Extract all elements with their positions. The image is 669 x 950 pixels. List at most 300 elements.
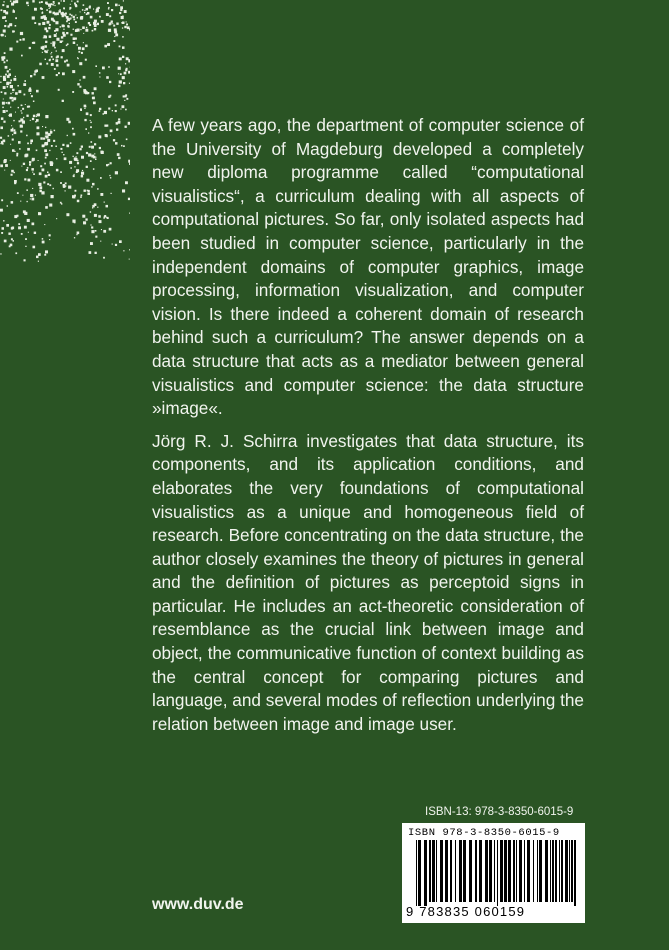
halftone-dot [46, 9, 48, 11]
halftone-dot [21, 112, 22, 113]
halftone-dot [122, 27, 123, 28]
halftone-dot [5, 12, 8, 15]
halftone-dot [22, 108, 24, 110]
halftone-dot [74, 195, 76, 197]
halftone-dot [82, 170, 83, 171]
halftone-dot [123, 145, 125, 147]
halftone-dot [84, 12, 85, 13]
halftone-dot [120, 6, 123, 9]
halftone-dot [127, 26, 130, 29]
halftone-dot [99, 110, 101, 112]
halftone-dot [109, 29, 111, 31]
halftone-dot [73, 19, 75, 21]
halftone-dot [77, 162, 79, 164]
halftone-dot [36, 90, 39, 93]
halftone-dot [129, 212, 130, 214]
halftone-dot [69, 9, 70, 10]
halftone-dot [15, 252, 17, 254]
cover-photo [0, 0, 130, 262]
halftone-dot [3, 78, 6, 81]
halftone-dot [20, 125, 23, 128]
halftone-dot [99, 16, 101, 18]
halftone-dot [44, 45, 47, 48]
halftone-dot [29, 47, 31, 49]
halftone-dot [95, 157, 96, 158]
halftone-dot [2, 107, 4, 109]
halftone-dot [9, 25, 10, 26]
halftone-dot [53, 188, 54, 189]
halftone-dot [119, 80, 122, 83]
halftone-dot [56, 218, 57, 219]
halftone-dot [36, 116, 37, 117]
halftone-dot [55, 28, 58, 31]
halftone-dot [122, 76, 125, 79]
halftone-dot [63, 0, 65, 2]
paragraph-1: A few years ago, the department of computer science of the University of Magdeburg developed a completely new diploma programme called “computational visualistics“, a curriculum dealing with all aspects of computational pictures. So far, only isolated aspects had been studied in computer science, particularly in the independent domains of computer graphics, image processing, information visualization, and computer vision. Is there indeed a coherent domain of research behind such a curriculum? The answer depends on a data structure that acts as a mediator between general visualistics and computer science: the data structure »image«. [152, 115, 584, 419]
halftone-dot [86, 27, 87, 28]
halftone-dot [83, 221, 86, 224]
halftone-dot [30, 93, 31, 94]
halftone-dot [13, 31, 15, 33]
halftone-dot [67, 64, 70, 67]
halftone-dot [3, 1, 4, 2]
halftone-dot [125, 69, 127, 71]
halftone-dot [70, 167, 72, 169]
halftone-dot [88, 190, 90, 192]
halftone-dot [18, 226, 21, 229]
halftone-dot [21, 55, 23, 57]
halftone-dot [76, 169, 79, 172]
halftone-dot [70, 142, 72, 144]
halftone-dot [33, 42, 35, 44]
halftone-dot [25, 154, 28, 157]
halftone-dot [26, 169, 28, 171]
halftone-dot [14, 129, 16, 131]
halftone-dot [51, 63, 54, 66]
halftone-dot [75, 5, 77, 7]
halftone-dot [88, 22, 90, 24]
halftone-dot [129, 163, 130, 165]
halftone-dot [116, 129, 118, 131]
halftone-dot [126, 139, 128, 141]
halftone-dot [109, 81, 111, 83]
halftone-dot [92, 30, 94, 32]
halftone-dot [44, 254, 46, 256]
halftone-dot [126, 98, 128, 100]
halftone-dot [100, 241, 101, 242]
halftone-dot [119, 240, 122, 243]
halftone-dot [27, 219, 30, 222]
halftone-dot [77, 232, 80, 235]
barcode-bar [469, 840, 472, 902]
halftone-dot [3, 140, 6, 143]
halftone-dot [1, 142, 2, 143]
halftone-dot [125, 63, 126, 64]
halftone-dot [8, 135, 10, 137]
halftone-dot [64, 157, 67, 160]
halftone-dot [12, 227, 15, 230]
halftone-dot [114, 36, 115, 37]
halftone-dot [38, 183, 41, 186]
halftone-dot [123, 95, 125, 97]
halftone-dot [122, 105, 125, 108]
halftone-dot [45, 18, 46, 19]
halftone-dot [92, 92, 94, 94]
halftone-dot [40, 165, 42, 167]
halftone-dot [83, 4, 85, 6]
halftone-dot [54, 47, 56, 49]
halftone-dot [21, 110, 22, 111]
halftone-dot [66, 16, 69, 19]
halftone-dot [38, 253, 41, 256]
halftone-dot [63, 25, 65, 27]
halftone-dot [8, 73, 11, 76]
halftone-dot [74, 166, 75, 167]
halftone-dot [49, 150, 50, 151]
halftone-dot [18, 107, 19, 108]
halftone-dot [33, 101, 35, 103]
halftone-dot [10, 85, 13, 88]
halftone-dot [104, 216, 106, 218]
halftone-dot [69, 23, 70, 24]
halftone-dot [0, 82, 1, 83]
halftone-dot [80, 11, 81, 12]
halftone-dot [76, 156, 77, 157]
halftone-dot [123, 0, 124, 1]
halftone-dot [83, 76, 86, 79]
halftone-dot [16, 153, 18, 155]
halftone-dot [41, 191, 44, 194]
halftone-dot [18, 223, 20, 225]
barcode-bar [571, 840, 573, 902]
halftone-dot [99, 220, 102, 223]
halftone-dot [24, 178, 26, 180]
halftone-dot [25, 238, 27, 240]
halftone-dot [42, 169, 45, 172]
halftone-dot [87, 92, 89, 94]
halftone-dot [45, 175, 48, 178]
halftone-dot [60, 13, 62, 15]
halftone-dot [24, 212, 27, 215]
halftone-dot [91, 230, 94, 233]
halftone-dot [115, 34, 118, 37]
barcode-bar [561, 840, 563, 902]
halftone-dot [113, 40, 115, 42]
halftone-dot [43, 37, 44, 38]
halftone-dot [47, 172, 49, 174]
halftone-dot [77, 29, 80, 32]
barcode-bar [416, 840, 417, 906]
halftone-dot [49, 239, 50, 240]
halftone-dot [45, 157, 47, 159]
halftone-dot [80, 196, 82, 198]
halftone-dot [17, 85, 19, 87]
halftone-dot [89, 251, 92, 254]
barcode-bar [559, 840, 560, 902]
halftone-dot [95, 252, 97, 254]
halftone-dot [60, 171, 62, 173]
halftone-dot [12, 139, 14, 141]
halftone-dot [118, 118, 120, 120]
barcode-bar [432, 840, 435, 902]
halftone-dot [42, 47, 45, 50]
halftone-dot [49, 204, 52, 207]
halftone-dot [60, 182, 62, 184]
halftone-dot [81, 156, 84, 159]
halftone-dot [15, 76, 16, 77]
halftone-dot [8, 233, 10, 235]
halftone-dot [20, 39, 22, 41]
halftone-dot [49, 35, 52, 38]
halftone-dot [67, 135, 68, 136]
halftone-dot [9, 82, 11, 84]
halftone-dot [56, 74, 58, 76]
halftone-dot [21, 233, 23, 235]
halftone-dot [68, 121, 71, 124]
halftone-dot [26, 115, 28, 117]
halftone-dot [32, 172, 33, 173]
halftone-dot [103, 113, 105, 115]
halftone-dot [78, 58, 79, 59]
halftone-dot [125, 181, 128, 184]
halftone-dot [77, 160, 79, 162]
halftone-dot [77, 17, 78, 18]
barcode-bar [429, 840, 431, 902]
halftone-dot [95, 12, 96, 13]
halftone-dot [65, 182, 67, 184]
halftone-dot [60, 26, 61, 27]
halftone-dot [125, 109, 127, 111]
halftone-dot [10, 93, 11, 94]
halftone-dot [60, 202, 62, 204]
halftone-dot [5, 66, 8, 69]
halftone-dot [8, 25, 10, 27]
halftone-dot [51, 145, 53, 147]
barcode-bar [516, 840, 517, 902]
halftone-dot [30, 142, 32, 144]
halftone-dot [124, 100, 125, 101]
halftone-dot [13, 92, 14, 93]
halftone-dot [25, 246, 26, 247]
halftone-dot [32, 198, 35, 201]
halftone-dot [0, 76, 1, 77]
halftone-dot [52, 41, 55, 44]
halftone-dot [15, 112, 16, 113]
halftone-dot [13, 10, 16, 13]
halftone-dot [42, 76, 45, 79]
barcode-bar [500, 840, 503, 902]
halftone-dot [50, 59, 51, 60]
barcode-bar [555, 840, 557, 902]
halftone-dot [120, 109, 121, 110]
halftone-dot [27, 148, 30, 151]
halftone-dot [108, 66, 110, 68]
barcode-bar [436, 840, 437, 902]
halftone-dot [22, 121, 25, 124]
barcode-bar [485, 840, 488, 902]
halftone-dot [46, 30, 48, 32]
halftone-dot [99, 72, 101, 74]
halftone-dot [42, 238, 44, 240]
halftone-dot [90, 122, 92, 124]
barcode-bar [479, 840, 482, 902]
halftone-dot [66, 60, 68, 62]
halftone-dot [121, 22, 123, 24]
halftone-dot [84, 190, 86, 192]
halftone-dot [44, 50, 46, 52]
barcode-bar [455, 840, 456, 902]
halftone-dot [118, 73, 119, 74]
isbn-label: ISBN-13: 978-3-8350-6015-9 [425, 806, 574, 818]
halftone-people-photo-icon [0, 0, 130, 262]
halftone-dot [112, 110, 113, 111]
halftone-dot [85, 59, 87, 61]
halftone-dot [129, 83, 130, 84]
halftone-dot [34, 22, 36, 24]
barcode [402, 823, 585, 923]
halftone-dot [86, 179, 89, 182]
halftone-dot [33, 246, 36, 249]
halftone-dot [50, 132, 52, 134]
halftone-dot [125, 94, 127, 96]
halftone-dot [66, 145, 69, 148]
halftone-dot [110, 162, 112, 164]
halftone-dot [45, 136, 46, 137]
halftone-dot [109, 228, 112, 231]
halftone-dot [37, 126, 40, 129]
halftone-dot [4, 170, 5, 171]
halftone-dot [15, 151, 16, 152]
halftone-dot [106, 164, 108, 166]
halftone-dot [112, 23, 113, 24]
halftone-dot [20, 32, 23, 35]
halftone-dot [45, 206, 48, 209]
barcode-bar [574, 840, 576, 906]
halftone-dot [14, 182, 16, 184]
halftone-dot [65, 13, 67, 15]
halftone-dot [22, 195, 23, 196]
halftone-dot [6, 60, 8, 62]
halftone-dot [63, 154, 64, 155]
halftone-dot [0, 209, 3, 212]
halftone-dot [14, 131, 17, 134]
halftone-dot [1, 9, 3, 11]
halftone-dot [2, 227, 5, 230]
halftone-dot [110, 130, 113, 133]
halftone-dot [75, 190, 77, 192]
halftone-dot [53, 19, 55, 21]
halftone-dot [63, 34, 66, 37]
halftone-dot [11, 129, 14, 132]
halftone-dot [12, 128, 13, 129]
halftone-dot [44, 36, 47, 39]
halftone-dot [90, 160, 92, 162]
halftone-dot [56, 158, 57, 159]
halftone-dot [49, 234, 51, 236]
halftone-dot [90, 120, 91, 121]
halftone-dot [88, 153, 91, 156]
halftone-dot [49, 11, 52, 14]
halftone-dot [84, 108, 85, 109]
halftone-dot [13, 120, 14, 121]
halftone-dot [77, 200, 80, 203]
halftone-dot [94, 203, 97, 206]
halftone-dot [123, 250, 124, 251]
barcode-bar [519, 840, 522, 902]
halftone-dot [85, 106, 86, 107]
halftone-dot [50, 53, 51, 54]
halftone-dot [30, 194, 33, 197]
halftone-dot [42, 126, 43, 127]
halftone-dot [79, 86, 81, 88]
halftone-dot [89, 146, 91, 148]
halftone-dot [31, 95, 33, 97]
halftone-dot [4, 240, 7, 243]
halftone-dot [75, 21, 77, 23]
halftone-dot [73, 133, 76, 136]
halftone-dot [38, 212, 41, 215]
barcode-bar [459, 840, 462, 902]
halftone-dot [15, 92, 18, 95]
halftone-dot [66, 21, 68, 23]
halftone-dot [95, 159, 97, 161]
halftone-dot [3, 35, 4, 36]
halftone-dot [42, 52, 43, 53]
halftone-dot [119, 46, 121, 48]
halftone-dot [7, 70, 9, 72]
halftone-dot [4, 61, 6, 63]
halftone-dot [45, 2, 48, 5]
halftone-dot [53, 140, 55, 142]
halftone-dot [81, 172, 84, 175]
barcode-bar [494, 840, 495, 902]
halftone-dot [2, 102, 5, 105]
halftone-dot [129, 249, 130, 251]
halftone-dot [77, 83, 79, 85]
halftone-dot [68, 186, 71, 189]
halftone-dot [78, 47, 81, 50]
halftone-dot [62, 49, 65, 52]
halftone-dot [6, 224, 9, 227]
halftone-dot [90, 126, 92, 128]
halftone-dot [125, 126, 127, 128]
halftone-dot [62, 72, 65, 75]
halftone-dot [104, 111, 107, 114]
halftone-dot [110, 135, 111, 136]
halftone-dot [79, 79, 80, 80]
halftone-dot [92, 183, 95, 186]
halftone-dot [82, 215, 85, 218]
halftone-dot [26, 2, 29, 4]
halftone-dot [39, 63, 42, 65]
halftone-dot [73, 16, 75, 18]
halftone-dot [94, 87, 97, 90]
halftone-dot [54, 5, 55, 6]
halftone-dot [9, 69, 10, 70]
halftone-dot [73, 175, 75, 177]
halftone-dot [29, 161, 31, 163]
halftone-dot [32, 118, 34, 120]
halftone-dot [66, 213, 69, 216]
halftone-dot [73, 156, 74, 157]
halftone-dot [56, 38, 59, 41]
barcode-bar [504, 840, 507, 902]
halftone-dot [56, 50, 57, 51]
halftone-dot [16, 215, 18, 217]
barcode-digits: 9 783835 060159 [406, 904, 526, 919]
halftone-dot [94, 153, 95, 154]
halftone-dot [47, 21, 49, 23]
